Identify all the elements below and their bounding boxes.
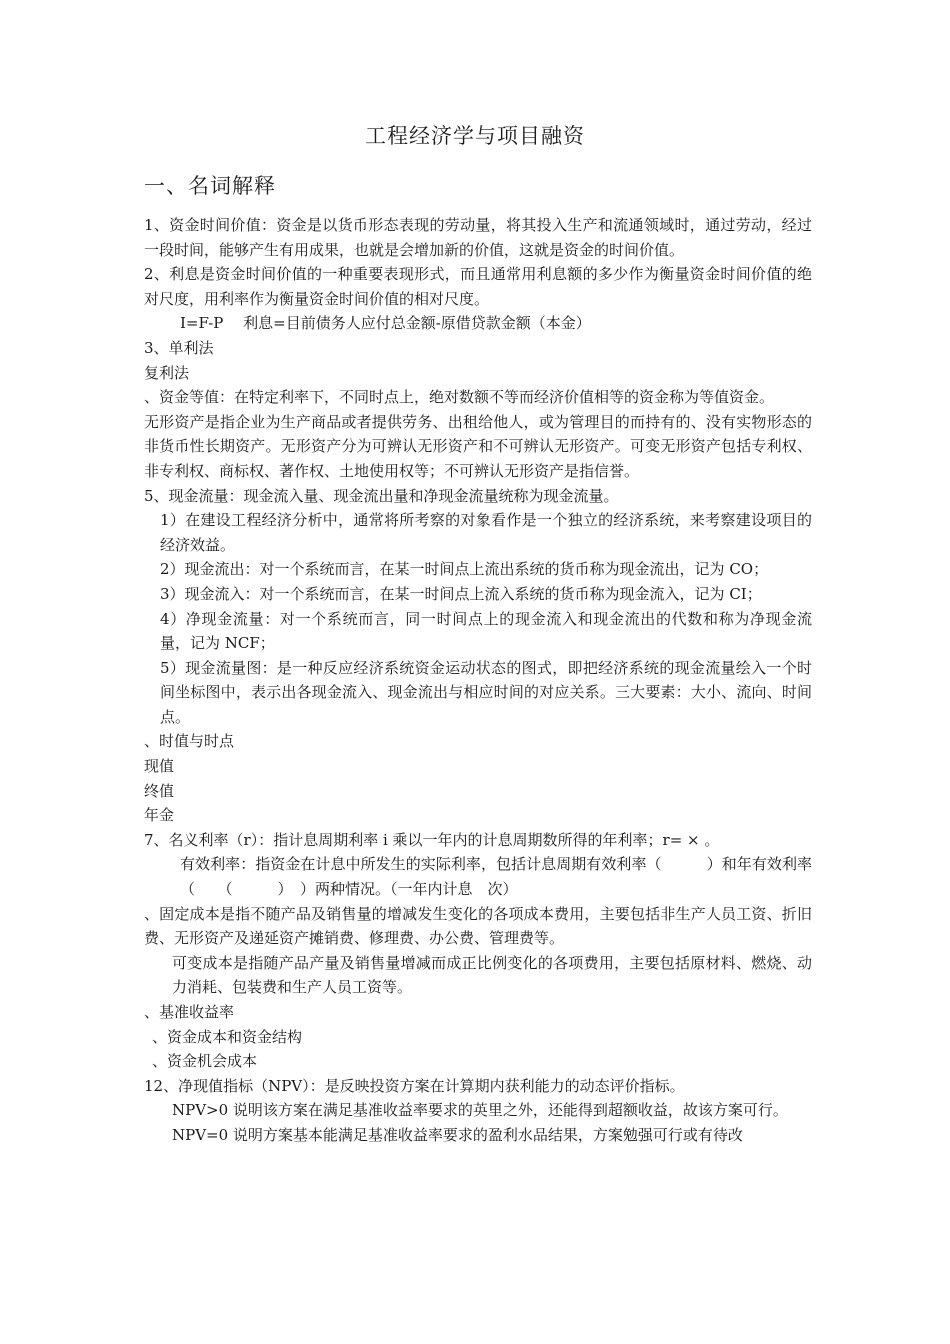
paragraph: 1、资金时间价值：资金是以货币形态表现的劳动量，将其投入生产和流通领域时，通过劳动，经过一段时间，能够产生有用成果，也就是会增加新的价值，这就是资金的时间价值。 [144, 216, 812, 259]
paragraph: 、资金机会成本 [152, 1052, 258, 1071]
paragraph: 可变成本是指随产品产量及销售量增减而成正比例变化的各项费用，主要包括原材料、燃烧、动力消耗、包装费和生产人员工资等。 [172, 953, 812, 997]
paragraph: 、资金成本和资金结构 [152, 1027, 303, 1046]
paragraph: 终值 [144, 781, 175, 800]
paragraph: 有效利率：指资金在计息中所发生的实际利率，包括计息周期有效利率（ ）和年有效利率（ （ ） ）两种情况。（一年内计息 次） [180, 855, 812, 899]
paragraph: 、时值与时点 [144, 732, 235, 751]
list-item: 3）现金流入：对一个系统而言，在某一时间点上流入系统的货币称为现金流入，记为 CI； [160, 584, 762, 603]
paragraph: 7、名义利率（r）：指计息周期利率 i 乘以一年内的计息周期数所得的年利率；r= × 。 [144, 830, 720, 849]
paragraph: 年金 [144, 806, 175, 825]
paragraph: 5、现金流量：现金流入量、现金流出量和净现金流量统称为现金流量。 [144, 486, 619, 505]
paragraph: 2、利息是资金时间价值的一种重要表现形式，而且通常用利息额的多少作为衡量资金时间价值的绝对尺度，用利率作为衡量资金时间价值的相对尺度。 [144, 265, 812, 308]
paragraph: 、固定成本是指不随产品及销售量的增减发生变化的各项成本费用，主要包括非生产人员工资、折旧费、无形资产及递延资产摊销费、修理费、办公费、管理费等。 [144, 904, 812, 948]
document-title: 工程经济学与项目融资 [365, 124, 585, 148]
paragraph: 、资金等值：在特定利率下，不同时点上，绝对数额不等而经济价值相等的资金称为等值资金。 [144, 388, 775, 407]
list-item: NPV=0 说明方案基本能满足基准收益率要求的盈利水品结果，方案勉强可行或有待改 [172, 1125, 743, 1144]
document-body [144, 213, 812, 1148]
list-item: 4）净现金流量：对一个系统而言，同一时间点上的现金流入和现金流出的代数和称为净现金流量，记为 NCF； [160, 609, 812, 653]
paragraph: 无形资产是指企业为生产商品或者提供劳务、出租给他人，或为管理目的而持有的、没有实物形态的非货币性长期资产。无形资产分为可辨认无形资产和不可辨认无形资产。可变无形资产包括专利权、非专利权、商标权、著作权、土地使用权等；不可辨认无形资产是指信誉。 [144, 412, 812, 480]
paragraph: 3、单利法 [144, 338, 214, 357]
list-item: 2）现金流出：对一个系统而言，在某一时间点上流出系统的货币称为现金流出，记为 CO； [160, 560, 769, 579]
paragraph: 现值 [144, 757, 175, 776]
list-item: 5）现金流量图：是一种反应经济系统资金运动状态的图式，即把经济系统的现金流量绘入一个时间坐标图中，表示出各现金流入、现金流出与相应时间的对应关系。三大要素：大小、流向、时间点。 [160, 658, 812, 726]
list-item: NPV>0 说明该方案在满足基准收益率要求的英里之外，还能得到超额收益，故该方案可行。 [172, 1101, 788, 1120]
list-item: 1）在建设工程经济分析中，通常将所考察的对象看作是一个独立的经济系统，来考察建设项目的经济效益。 [160, 511, 812, 554]
section-heading: 一、名词解释 [144, 174, 276, 198]
formula-line: I=F-P 利息=目前债务人应付总金额-原借贷款金额（本金） [180, 314, 591, 333]
paragraph: 12、净现值指标（NPV）：是反映投资方案在计算期内获利能力的动态评价指标。 [144, 1076, 685, 1095]
paragraph: 复利法 [144, 363, 190, 382]
paragraph: 、基准收益率 [144, 1003, 235, 1021]
